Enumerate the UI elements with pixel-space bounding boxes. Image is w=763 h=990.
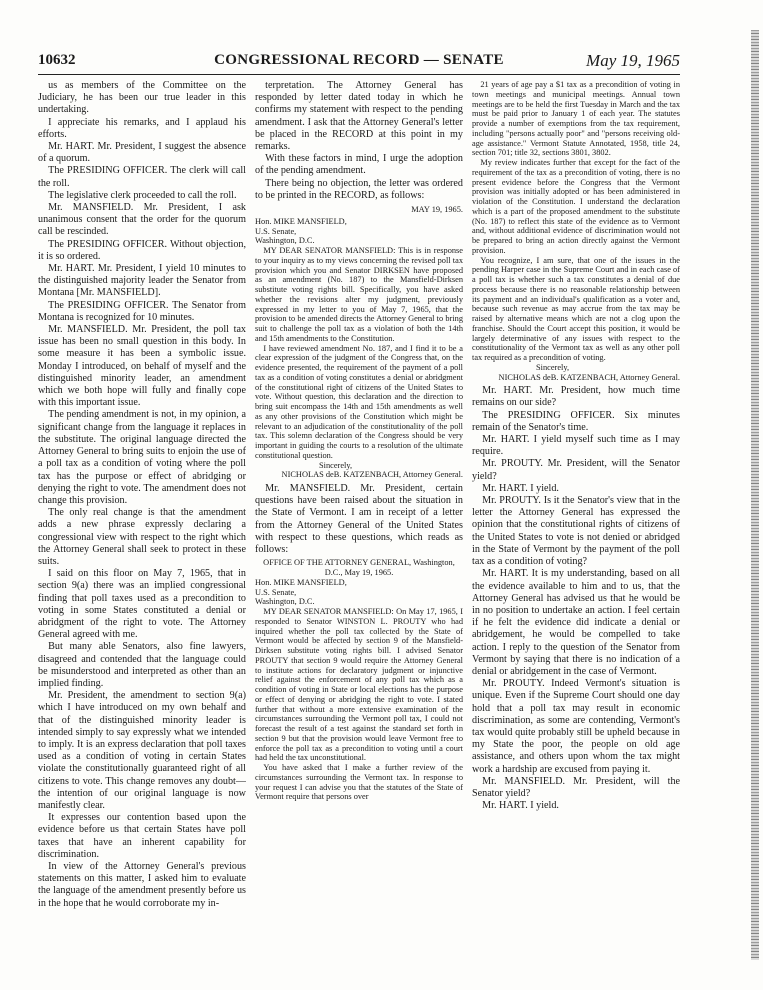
letter-addr: Washington, D.C. [255,236,315,246]
paragraph: The PRESIDING OFFICER. The Senator from Montana is recognized for 10 minutes. [38,299,246,323]
paragraph: Mr. HART. Mr. President, I suggest the absence of a quorum. [38,141,246,165]
paragraph: The only real change is that the amendment adds a new phrase expressly declaring a congressional view with respect to the right which the Attorney General shall seek to protect in these suits. [38,507,246,567]
text-column-1 [38,80,246,980]
letter-small: MY DEAR SENATOR MANSFIELD: This is in response to your inquiry as to my views concerning the revised poll tax provision which you and Senator DIRKSEN have proposed as an amendment (No. 187) to the Mansfield-Dirksen substitute voting rights bill. Specifically, you have asked whether the revisions alter my judgment, previously expressed in my letter to you of May 7, 1965, that the provision to be amended directs the Attorney General to bring suit to challenge the poll tax as a violation of both the 14th and 15th amendments to the Constitution. [255,246,463,343]
letter-addr: U.S. Senate, [255,226,297,236]
page-number: 10632 [38,52,76,68]
paragraph: In view of the Attorney General's previous statements on this matter, I asked him to evaluate the language of the amendment presently before us in the hope that he would corroborate my in- [38,861,246,909]
paragraph: Mr. PROUTY. Is it the Senator's view that in the letter the Attorney General has expressed the opinion that the constitutional rights of citizens of the United States to vote is not denied or abridged in the State of Vermont by the payment of the poll tax as a condition of voting? [472,495,680,568]
paragraph: Mr. HART. Mr. President, how much time remains on our side? [472,385,680,409]
letter-addr: Washington, D.C. [255,597,315,607]
paragraph: The PRESIDING OFFICER. Six minutes remain of the Senator's time. [472,409,680,433]
letter-sig: NICHOLAS deB. KATZENBACH, Attorney General. [498,372,680,382]
page-header [38,52,680,75]
paragraph: It expresses our contention based upon the evidence before us that certain States have poll taxes that have an inherent capability for discrimination. [38,812,246,860]
paragraph: I said on this floor on May 7, 1965, that in section 9(a) there was an implied congressional finding that poll taxes used as a precondition to voting in some States constituted a denial or abridgment of the right to vote. The Attorney General agreed with me. [38,568,246,641]
paragraph: Mr. HART. It is my understanding, based on all the evidence available to him and to us, that the Attorney General has advised us that he would be in no position to undertake an action. I feel certain if he felt the evidence did indicate a denial or abridgement, he would be compelled to take action. I reply to the question of the Senator from Vermont by saying that there is no indication of a denial or abridgement in the case of Vermont. [472,568,680,677]
letter-small: I have reviewed amendment No. 187, and I find it to be a clear expression of the judgment of the Congress that, on the evidence presented, the requirement of the payment of a poll tax as a condition of voting constitutes a denial or abridgment of the constitutional right of citizens of the United States to vote. Without question, this declaration and the direction to bring suit encompass the 14th and 15th amendments as well as any other provisions of the Constitution which might be relevant to an adjudication of the constitutionality of the poll tax. This solemn declaration of the Congress should be very important in guiding the courts to a resolution of the ultimate constitutional question. [255,343,463,460]
paragraph: us as members of the Committee on the Judiciary, he has been our true leader in this undertaking. [38,80,246,116]
paragraph: The PRESIDING OFFICER. The clerk will call the roll. [38,165,246,189]
paragraph: Mr. HART. Mr. President, I yield 10 minutes to the distinguished majority leader the Senator from Montana [Mr. MANSFIELD]. [38,263,246,299]
letter-small: My review indicates further that except for the fact of the requirement of the tax as a precondition of voting, there is no present evidence before the Congress that the Vermont provision was initially adopted or has been administered in violation of the Constitution. I understand the declaration which is a part of the proposed amendment to the substitute (No. 187) to reflect this state of the evidence as to Vermont and, without additional evidence of discrimination would not be prepared to bring an action directly against the Vermont provision. [472,158,680,255]
paragraph: Mr. MANSFIELD. Mr. President, certain questions have been raised about the situation in the State of Vermont. I am in receipt of a letter from the Attorney General of the United States with respect to these questions, which reads as follows: [255,483,463,556]
paragraph: There being no objection, the letter was ordered to be printed in the RECORD, as follows: [255,177,463,201]
paragraph: Mr. President, the amendment to section 9(a) which I have introduced on my own behalf and that of the distinguished minority leader is intended simply to say expressly what we intended to imply. It is an express declaration that poll taxes used as a condition of voting in certain States violate the constitutionally guaranteed right of all citizens to vote. This change removes any doubt—the intention of our original language is now manifestly clear. [38,690,246,811]
paragraph: Mr. HART. I yield. [482,482,559,494]
paragraph: Mr. MANSFIELD. Mr. President, will the Senator yield? [472,775,680,799]
paragraph: I appreciate his remarks, and I applaud his efforts. [38,116,246,140]
letter-addr: Hon. MIKE MANSFIELD, [255,577,347,587]
paragraph: Mr. MANSFIELD. Mr. President, I ask unanimous consent that the order for the quorum call be rescinded. [38,202,246,238]
paragraph: The pending amendment is not, in my opinion, a significant change from the language it replaces in the substitute. The original language directed the Attorney General to bring suits to enjoin the use of a poll tax as a condition of voting where the poll tax has the purpose or effect of abridging or denying the right to vote. The amendment does not change this provision. [38,409,246,506]
letter-small: You recognize, I am sure, that one of the issues in the pending Harper case in the Supreme Court and in each case of a poll tax is whether such a tax constitutes a denial of due process because there is no reasonable relationship between its payment and an individual's qualification as a voter and, because such revenue as may accrue from the tax may be raised by alternative means which are not a clog upon the franchise. Should the Court accept this position, it would be largely determinative of any issues with respect to the constitutionality of the Vermont tax as well as any other poll tax required as a precondition of voting. [472,255,680,362]
letter-sig: NICHOLAS deB. KATZENBACH, Attorney General. [281,470,463,480]
letter-close: Sincerely, [536,362,570,372]
text-column-2 [255,80,463,980]
paragraph: Mr. HART. I yield. [482,800,559,812]
paragraph: terpretation. The Attorney General has responded by letter dated today in which he confirms my statement with respect to the pending amendment. I ask that the Attorney General's letter be placed in the RECORD at this point in my remarks. [255,80,463,153]
paragraph: But many able Senators, also fine lawyers, disagreed and contended that the language could be misunderstood and interpreted as other than an implied finding. [38,641,246,689]
paragraph: With these factors in mind, I urge the adoption of the pending amendment. [255,153,463,177]
letter-small: MY DEAR SENATOR MANSFIELD: On May 17, 1965, I responded to Senator WINSTON L. PROUTY who had inquired whether the poll tax collected by the State of Vermont would be affected by section 9 of the Mansfield-Dirksen substitute voting rights bill. I advised Senator PROUTY that section 9 would require the Attorney General to institute actions for declaratory judgment or injunctive relief against the enforcement of any poll tax which as a condition of voting in State or local elections has the purpose or effect of denying or abridging the right to vote. I stated further that without a more extensive examination of the circumstances surrounding the Vermont poll tax, I could not forecast the result of a test against the standard set forth in section 9 but that the provision would leave Vermont free to enforce the poll tax as a precondition to voting until a court had held the tax unconstitutional. [255,607,463,763]
paragraph: Mr. PROUTY. Mr. President, will the Senator yield? [472,458,680,482]
letter-head: OFFICE OF THE ATTORNEY GENERAL, Washington, D.C., May 19, 1965. [263,558,455,577]
paragraph: Mr. PROUTY. Indeed Vermont's situation is unique. Even if the Supreme Court should one day hold that a poll tax may result in economic discrimination, as some are contending, Vermont's tax would quite probably still be upheld because in my State the poor, the people on old age assistance, and others upon whom the tax might work a hardship are excused from paying it. [472,678,680,775]
paragraph: The PRESIDING OFFICER. Without objection, it is so ordered. [38,238,246,262]
letter-small: 21 years of age pay a $1 tax as a precondition of voting in town meetings and municipal meetings. Annual town meetings are to be held the first Tuesday in March and the tax must be paid prior to January 1 of each year. The statutes provide a number of exemptions from the tax requirement, including "persons actually poor" and "persons receiving old-age assistance." Vermont Statute Annotated, 1958, title 24, section 701; title 32, sections 3801, 3802. [472,80,680,158]
letter-addr: Hon. MIKE MANSFIELD, [255,216,347,226]
letter-addr: U.S. Senate, [255,587,297,597]
paragraph: The legislative clerk proceeded to call the roll. [48,189,237,201]
letter-close: Sincerely, [319,460,353,470]
letter-date: MAY 19, 1965. [411,205,463,215]
publication-title: CONGRESSIONAL RECORD — SENATE [214,52,504,68]
letter-small: You have asked that I make a further review of the circumstances surrounding the Vermont tax. In response to your request I can advise you that the statutes of the State of Vermont require that persons over [255,763,463,802]
issue-date: May 19, 1965 [586,51,680,70]
paragraph: Mr. MANSFIELD. Mr. President, the poll tax issue has been no small question in this body. In some measure it has been a symbolic issue. Monday I introduced, on behalf of myself and the distinguished minority leader, an amendment which we both hope will fully and finally cope with this important issue. [38,324,246,409]
scan-edge-strip [751,30,759,960]
text-column-3 [472,80,680,980]
paragraph: Mr. HART. I yield myself such time as I may require. [472,434,680,458]
